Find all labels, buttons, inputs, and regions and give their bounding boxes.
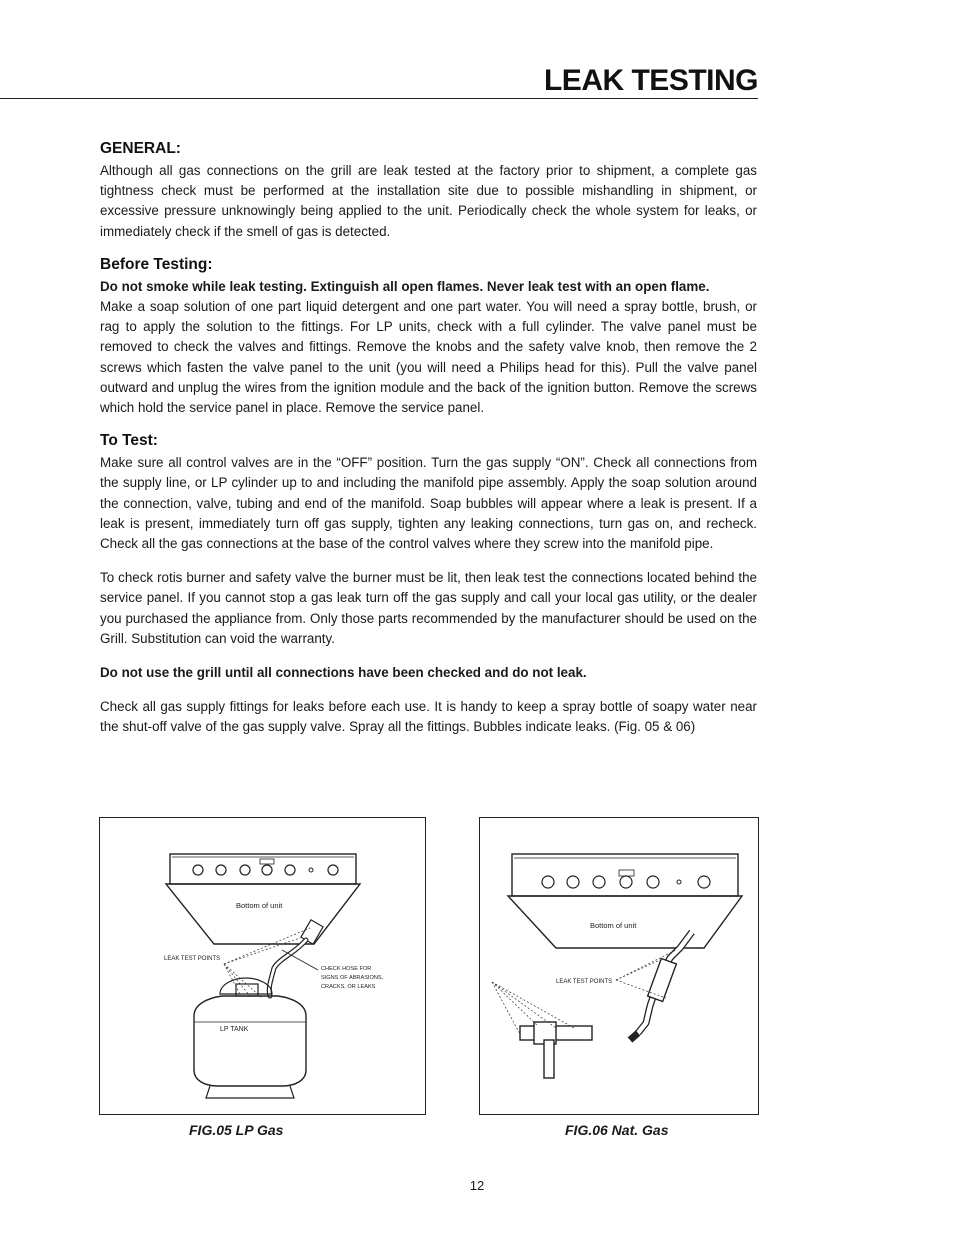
lp-gas-illustration [100,818,425,1114]
bottom-of-unit-label: Bottom of unit [236,901,283,910]
figure-natural-gas [479,817,759,1115]
hose-note-line-1: CHECK HOSE FOR [321,966,372,972]
to-test-section [100,432,757,737]
control-knob-icon [542,876,554,888]
page-number: 12 [469,1178,485,1193]
control-knob-icon [328,865,338,875]
grill-body [166,884,360,944]
control-knob-icon [285,865,295,875]
leak-test-points-label: LEAK TEST POINTS [556,979,613,985]
to-test-warning: Do not use the grill until all connections have been checked and do not leak. [100,665,587,681]
before-testing-heading: Before Testing: [100,255,213,273]
general-heading: GENERAL: [100,140,181,157]
title-rule [0,98,758,99]
bottom-of-unit-label: Bottom of unit [590,921,637,930]
leak-test-points-label: LEAK TEST POINTS [164,956,221,962]
to-test-heading: To Test: [100,432,158,450]
before-testing-body: Make a soap solution of one part liquid detergent and one part water. You will need a spray bottle, brush, or rag to apply the solution to the fittings. For LP units, check with a full cylinder. The valve panel must be removed to check the valves and fittings. Remove the knobs and the safety valve knob, then remove the 2 screws which fasten the valve panel to the unit (you will need a Philips head for this). Pull the valve panel outward and unplug the wires from the ignition module and the back of the ignition button. Remove the screws which hold the service panel in place. Remove the service panel. [100,299,757,416]
figure-nat-caption: FIG.06 Nat. Gas [565,1122,669,1138]
before-testing-section [100,256,757,418]
hose-note-line-2: SIGNS OF ABRASIONS, [321,975,384,981]
control-knob-icon [647,876,659,888]
control-knob-icon [193,865,203,875]
figure-lp-caption: FIG.05 LP Gas [189,1122,284,1138]
control-knob-icon [593,876,605,888]
to-test-paragraph-1: Make sure all control valves are in the “OFF” position. Turn the gas supply “ON”. Check all connections from the supply line, or LP cylinder up to and including the manifold pipe assembly. Apply the soap solution around the connection, valve, tubing and end of the manifold. Soap bubbles will appear where a leak is present. If a leak is present, immediately turn off gas supply, tighten any leaking connections, turn gas on, and recheck. Check all the gas connections at the base of the control valves where they screw into the manifold pipe. [100,455,757,552]
shutoff-valve [648,958,677,1001]
hose-note-line-3: CRACKS, OR LEAKS [321,984,376,990]
figure-lp-gas [99,817,426,1115]
general-body: Although all gas connections on the grill are leak tested at the factory prior to shipment, a complete gas tightness check must be performed at the installation site due to possible mishandling in shipment, or excessive pressure unknowingly being applied to the unit. Periodically check the whole system for leaks, or immediately check if the smell of gas is detected. [100,163,757,239]
main-content [100,140,757,738]
grill-front-panel [512,854,738,896]
to-test-paragraph-2: To check rotis burner and safety valve the burner must be lit, then leak test the connections located behind the service panel. If you cannot stop a gas leak turn off the gas supply and call your local gas utility, or the dealer you purchased the appliance from. Only those parts recommended by the manufacturer should be used on the Grill. Substitution can void the warranty. [100,570,757,646]
to-test-paragraph-3: Check all gas supply fittings for leaks before each use. It is handy to keep a spray bottle of soapy water near the shut-off valve of the gas supply valve. Spray all the fittings. Bubbles indicate leaks. (Fig. 05 & 06) [100,699,757,735]
natural-gas-illustration [480,818,758,1114]
control-knob-icon [240,865,250,875]
control-knob-icon [567,876,579,888]
control-knob-icon [698,876,710,888]
page-title: LEAK TESTING [543,64,758,97]
before-testing-warning: Do not smoke while leak testing. Extinguish all open flames. Never leak test with an open flame. [100,278,710,294]
general-section [100,140,757,242]
lp-tank-label: LP TANK [220,1026,249,1033]
control-knob-icon [216,865,226,875]
control-knob-icon [262,865,272,875]
control-knob-icon [620,876,632,888]
lp-tank [194,996,306,1086]
